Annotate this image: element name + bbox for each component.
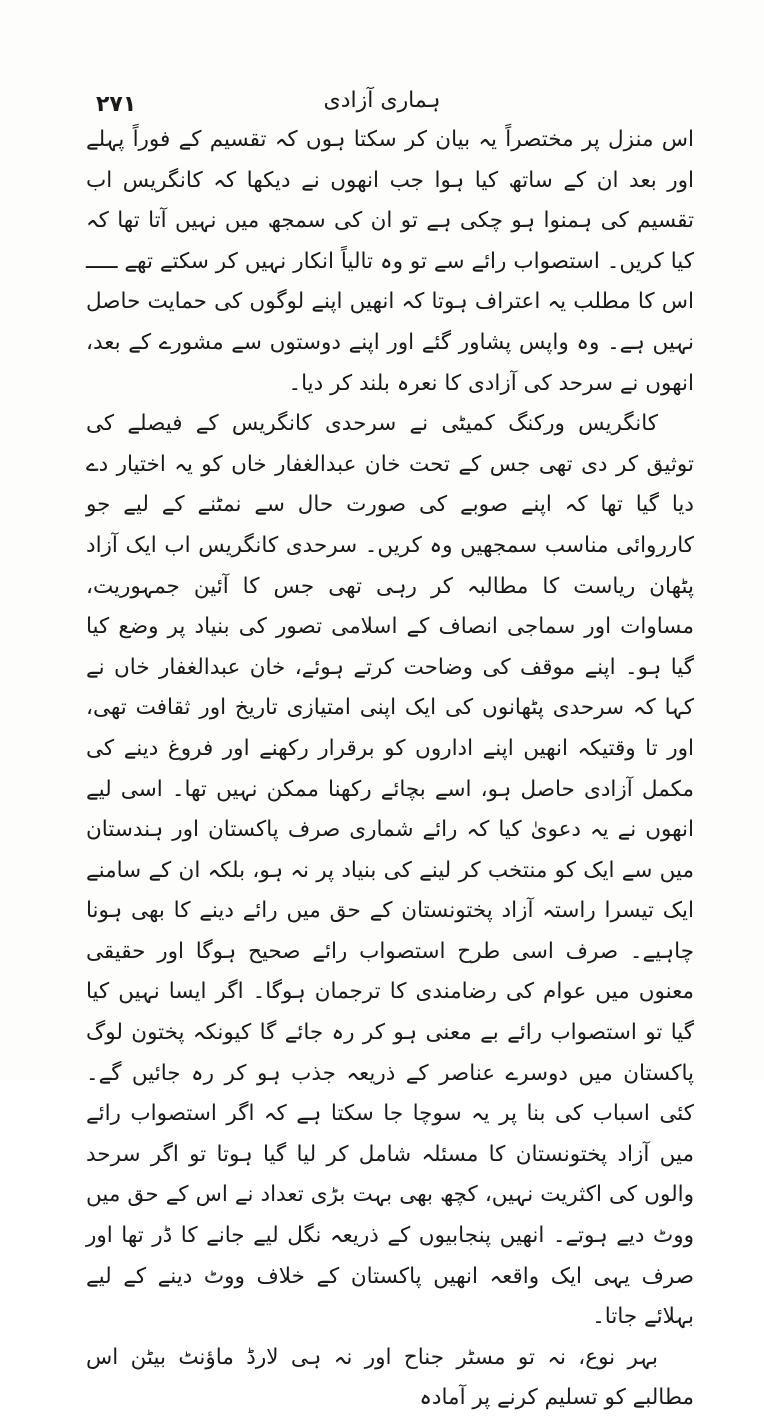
paragraph: کانگریس ورکنگ کمیٹی نے سرحدی کانگریس کے فیصلے کی توثیق کر دی تھی جس کے تحت خان عبدالغفار خاں کو یہ اختیار دے دیا گیا تھا کہ اپنے صوبے کی صورت حال سے نمٹنے کے لیے جو کارروائی مناسب سمجھیں وہ کریں۔ سرحدی کانگریس اب ایک آزاد پٹھان ریاست کا مطالبہ کر رہی تھی جس کا آئین جمہوریت، مساوات اور سماجی انصاف کے اسلامی تصور کی بنیاد پر وضع کیا گیا ہو۔ اپنے موقف کی وضاحت کرتے ہوئے، خان عبدالغفار خاں نے کہا کہ سرحدی پٹھانوں کی ایک اپنی امتیازی تاریخ اور ثقافت تھی، اور تا وقتیکہ انھیں اپنے اداروں کو برقرار رکھنے اور فروغ دینے کی مکمل آزادی حاصل ہو، اسے بچائے رکھنا ممکن نہیں تھا۔ اسی لیے انھوں نے یہ دعویٰ کیا کہ رائے شماری صرف پاکستان اور ہندستان میں سے ایک کو منتخب کر لینے کی بنیاد پر نہ ہو، بلکہ ان کے سامنے ایک تیسرا راستہ آزاد پختونستان کے حق میں رائے دینے کا بھی ہونا چاہیے۔ صرف اسی طرح استصواب رائے صحیح ہوگا اور حقیقی معنوں میں عوام کی رضامندی کا ترجمان ہوگا۔ اگر ایسا نہیں کیا گیا تو استصواب رائے بے معنی ہو کر رہ جائے گا کیونکہ پختون لوگ پاکستان میں دوسرے عناصر کے ذریعہ جذب ہو کر رہ جائیں گے۔ کئی اسباب کی بنا پر یہ سوچا جا سکتا ہے کہ اگر استصواب رائے میں آزاد پختونستان کا مسئلہ شامل کر لیا گیا ہوتا تو اگر سرحد والوں کی اکثریت نہیں، کچھ بھی بہت بڑی تعداد نے اس کے حق میں ووٹ دیے ہوتے۔ انھیں پنجابیوں کے ذریعہ نگل لیے جانے کا ڈر تھا اور صرف یہی ایک واقعہ انھیں پاکستان کے خلاف ووٹ دینے کے لیے بہلائے جاتا۔	[86, 411, 694, 1330]
paragraph: بہر نوع، نہ تو مسٹر جناح اور نہ ہی لارڈ ماؤنٹ بیٹن اس مطالبے کو تسلیم کرنے پر آمادہ	[86, 1344, 694, 1411]
paragraph: اس منزل پر مختصراً یہ بیان کر سکتا ہوں کہ تقسیم کے فوراً پہلے اور بعد ان کے ساتھ کیا ہوا جب انھوں نے دیکھا کہ کانگریس اب تقسیم کی ہمنوا ہو چکی ہے تو ان کی سمجھ میں نہیں آتا تھا کہ کیا کریں۔ استصواب رائے سے تو وہ تالیاً انکار نہیں کر سکتے تھے ـــــ اس کا مطلب یہ اعتراف ہوتا کہ انھیں اپنے لوگوں کی حمایت حاصل نہیں ہے۔ وہ واپس پشاور گئے اور اپنے دوستوں سے مشورے کے بعد، انھوں نے سرحد کی آزادی کا نعرہ بلند کر دیا۔	[86, 127, 694, 396]
body-text	[86, 120, 694, 1419]
page-number: ۲۷۱	[96, 92, 137, 117]
running-title: ہماری آزادی	[323, 88, 441, 113]
